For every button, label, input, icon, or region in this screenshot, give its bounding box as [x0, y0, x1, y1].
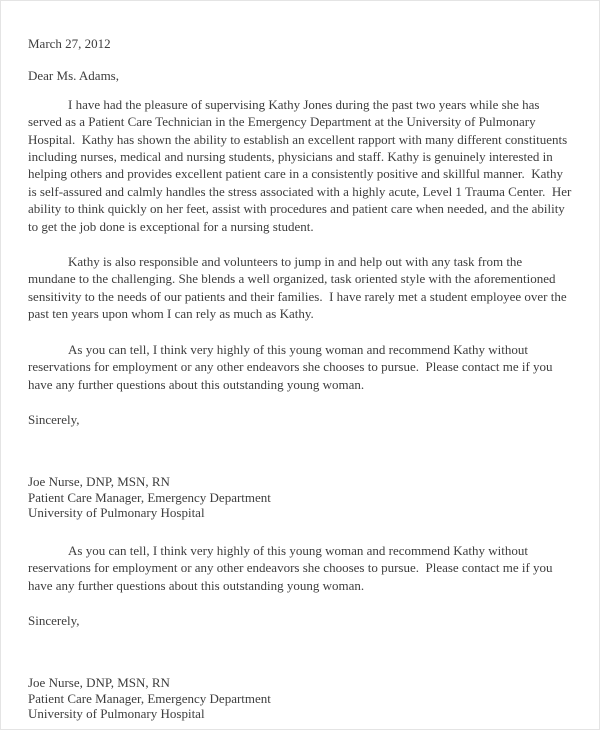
signature-organization: University of Pulmonary Hospital — [28, 505, 205, 521]
duplicate-paragraph: As you can tell, I think very highly of this young woman and recommend Kathy without reservations for employment or any other endeavors she chooses to pursue. Please contact me if you have any further questions about this outstanding young woman. — [28, 542, 556, 593]
closing-word-2: Sincerely, — [28, 613, 80, 629]
signature-title-2: Patient Care Manager, Emergency Department — [28, 690, 271, 706]
body-paragraph-1: I have had the pleasure of supervising Kathy Jones during the past two years while she has served as a Patient Care Technician in the Emergency Department at the University of Pulmonary Hospital. Kathy has shown the ability to establish an excellent rapport with many different constituents including nurses, medical and nursing students, physicians and staff. Kathy is genuinely interested in helping others and provides excellent patient care in a consistently positive and skillful manner. Kathy is self-assured and calmly handles the stress associated with a highly acute, Level 1 Trauma Center. Her ability to think quickly on her feet, assist with procedures and patient care when needed, and the ability to get the job done is exceptional for a nursing student. — [28, 96, 575, 234]
salutation: Dear Ms. Adams, — [28, 68, 119, 84]
signature-block — [28, 474, 572, 521]
closing-word: Sincerely, — [28, 411, 80, 427]
signature-name-2: Joe Nurse, DNP, MSN, RN — [28, 675, 170, 691]
signature-name: Joe Nurse, DNP, MSN, RN — [28, 474, 170, 490]
signature-organization-2: University of Pulmonary Hospital — [28, 706, 205, 722]
body-paragraph-3: As you can tell, I think very highly of this young woman and recommend Kathy without reservations for employment or any other endeavors she chooses to pursue. Please contact me if you have any further questions about this outstanding young woman. — [28, 341, 556, 392]
letter-date: March 27, 2012 — [28, 36, 111, 51]
signature-block-2 — [28, 675, 572, 722]
signature-title: Patient Care Manager, Emergency Department — [28, 489, 271, 505]
body-paragraph-2: Kathy is also responsible and volunteers to jump in and help out with any task from the mundane to the challenging. She blends a well organized, task oriented style with the aforementioned sensitivity to the needs of our patients and their families. I have rarely met a student employee over the past ten years upon whom I can rely as much as Kathy. — [28, 254, 570, 322]
